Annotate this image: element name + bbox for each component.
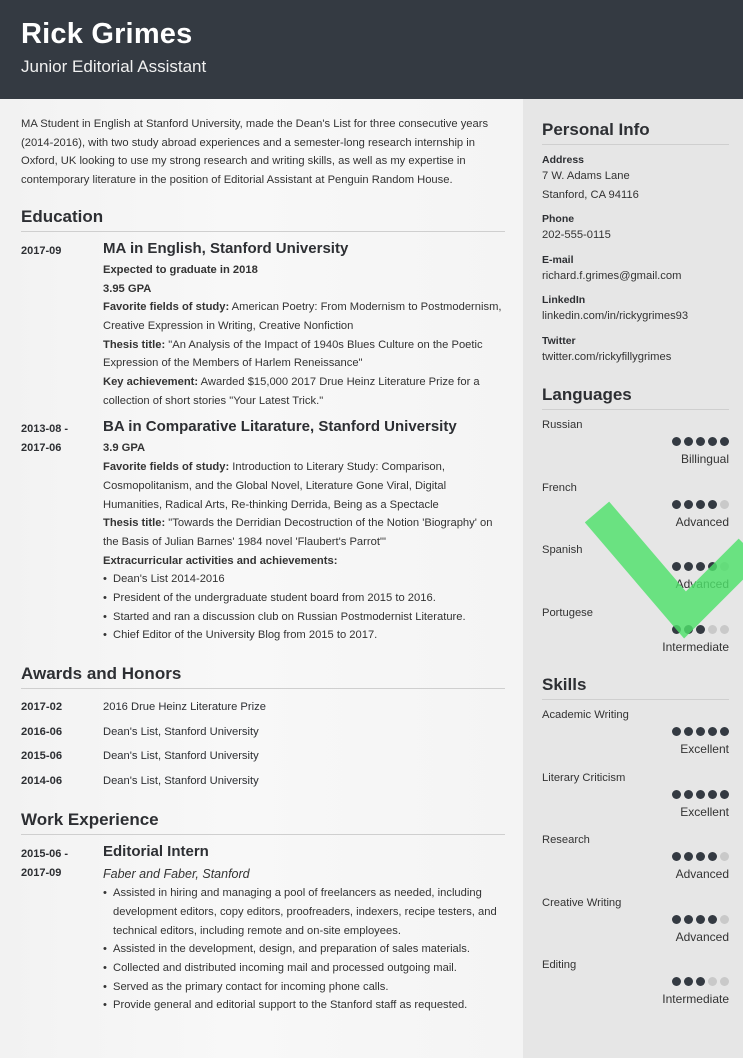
languages-heading: Languages	[542, 384, 729, 410]
skill-item	[542, 708, 729, 771]
rating-dot	[720, 727, 729, 736]
address-label: Address	[542, 154, 585, 166]
entry-date: 2015-06 - 2017-09	[21, 848, 69, 880]
language-rating-dots	[672, 562, 729, 571]
rating-dot	[708, 977, 717, 986]
rating-dot	[708, 625, 717, 634]
rating-dot	[684, 727, 693, 736]
email-label: E-mail	[542, 253, 574, 266]
language-level: Billingual	[680, 452, 729, 466]
linkedin-value: linkedin.com/in/rickygrimes93	[542, 310, 689, 322]
resume-header	[0, 0, 743, 99]
rating-dot	[684, 790, 693, 799]
rating-dot	[696, 915, 705, 924]
language-name: Portugese	[542, 606, 593, 619]
rating-dot	[696, 977, 705, 986]
skill-item	[542, 771, 729, 834]
main-column	[0, 99, 523, 1058]
twitter-label: Twitter	[542, 334, 576, 347]
rating-dot	[684, 562, 693, 571]
rating-dot	[708, 437, 717, 446]
rating-dot	[672, 727, 681, 736]
rating-dot	[672, 915, 681, 924]
rating-dot	[708, 790, 717, 799]
awards-section	[21, 663, 505, 793]
rating-dot	[672, 852, 681, 861]
skill-rating-dots	[672, 915, 729, 924]
rating-dot	[684, 977, 693, 986]
candidate-title: Junior Editorial Assistant	[21, 57, 207, 76]
language-name: Spanish	[542, 544, 583, 556]
entry-title: Editorial Intern	[103, 843, 209, 861]
rating-dot	[696, 562, 705, 571]
skill-item	[542, 958, 729, 1021]
summary: MA Student in English at Stanford University, made the Dean's List for three consecutive years (2014-2016), with two study abroad experiences and a semester-long research internship in Oxford, UK looking to use my strong research and writing skills, as well as my expertise in contemporary literature in the position of Editorial Assistant at Penguin Random House.	[21, 118, 489, 187]
email-value: richard.f.grimes@gmail.com	[542, 269, 682, 282]
work-section	[21, 809, 505, 1015]
rating-dot	[696, 437, 705, 446]
address-line-1: 7 W. Adams Lane	[542, 170, 630, 182]
rating-dot	[720, 790, 729, 799]
work-heading: Work Experience	[21, 809, 505, 835]
phone-label: Phone	[542, 213, 575, 225]
entry-fields: Favorite fields of study: American Poetry: From Modernism to Postmodernism, Creative Expression in Writing, Creative Nonfiction	[103, 301, 502, 332]
linkedin-label: LinkedIn	[542, 294, 586, 306]
skill-level: Intermediate	[662, 992, 729, 1006]
phone-value: 202-555-0115	[542, 229, 611, 241]
education-entry	[21, 238, 505, 411]
list-item: • Assisted in hiring and managing a pool of freelancers as needed, including development editors, copy editors, proofreaders, indexers, recipe testers, and technical editors, including remote and on-site employees.	[103, 884, 505, 940]
education-heading: Education	[21, 206, 505, 232]
skill-level: Advanced	[675, 929, 729, 944]
language-item	[542, 418, 729, 481]
entry-date: 2017-09	[21, 244, 62, 257]
rating-dot	[708, 915, 717, 924]
entry-gpa: 3.9 GPA	[103, 442, 146, 455]
entry-title: MA in English, Stanford University	[103, 239, 349, 257]
entry-achievement: Key achievement: Awarded $15,000 2017 Drue Heinz Literature Prize for a collection of short stories "Your Latest Trick."	[103, 376, 480, 407]
rating-dot	[672, 977, 681, 986]
list-item: • Provide general and editorial support to the Stanford staff as requested.	[103, 996, 505, 1015]
entry-bullets	[103, 884, 505, 1015]
entry-extra-label: Extracurricular activities and achievements:	[103, 554, 338, 567]
rating-dot	[696, 625, 705, 634]
skill-name: Editing	[542, 959, 577, 971]
award-row: 2017-02 2016 Drue Heinz Literature Prize	[21, 701, 266, 714]
rating-dot	[720, 977, 729, 986]
rating-dot	[696, 727, 705, 736]
rating-dot	[708, 727, 717, 736]
address-line-2: Stanford, CA 94116	[542, 188, 639, 201]
language-rating-dots	[672, 625, 729, 634]
skill-rating-dots	[672, 727, 729, 736]
list-item: • Started and ran a discussion club on Russian Postmodernist Literature.	[103, 608, 505, 627]
language-rating-dots	[672, 437, 729, 446]
list-item: • Assisted in the development, design, and preparation of sales materials.	[103, 940, 505, 959]
award-row: 2014-06 Dean's List, Stanford University	[21, 774, 259, 787]
twitter-value: twitter.com/rickyfillygrimes	[542, 350, 672, 363]
language-name: French	[542, 481, 577, 494]
education-section	[21, 206, 505, 645]
language-level: Intermediate	[662, 639, 729, 654]
skill-rating-dots	[672, 852, 729, 861]
language-rating-dots	[672, 500, 729, 509]
entry-fields: Favorite fields of study: Introduction to Literary Study: Comparison, Cosmopolitanism, and the Global Novel, Literature Gone Viral, Digital Humanities, Radical Arts, Re-thinking Derrida, Being as a Spectacle	[103, 461, 447, 511]
skill-rating-dots	[672, 790, 729, 799]
entry-gpa: 3.95 GPA	[103, 282, 152, 295]
rating-dot	[672, 790, 681, 799]
skills-list	[542, 708, 729, 1021]
rating-dot	[708, 562, 717, 571]
entry-line: Expected to graduate in 2018	[103, 263, 258, 276]
list-item: • Dean's List 2014-2016	[103, 570, 505, 589]
personal-info-heading: Personal Info	[542, 119, 729, 145]
rating-dot	[672, 500, 681, 509]
rating-dot	[720, 625, 729, 634]
language-level: Advanced	[675, 514, 729, 529]
rating-dot	[672, 437, 681, 446]
entry-title: BA in Comparative Litarature, Stanford University	[103, 418, 457, 436]
rating-dot	[672, 562, 681, 571]
rating-dot	[708, 852, 717, 861]
sidebar	[523, 99, 743, 1058]
rating-dot	[696, 790, 705, 799]
skill-level: Excellent	[680, 742, 729, 756]
language-item	[542, 606, 729, 669]
entry-thesis: Thesis title: "Towards the Derridian Decostruction of the Notion 'Biography' on the Basis of Julian Barnes' 1984 novel 'Flaubert's Parrot'"	[103, 517, 493, 548]
language-item	[542, 481, 729, 544]
rating-dot	[708, 500, 717, 509]
rating-dot	[684, 915, 693, 924]
candidate-name: Rick Grimes	[21, 18, 193, 50]
rating-dot	[720, 562, 729, 571]
rating-dot	[684, 625, 693, 634]
rating-dot	[720, 437, 729, 446]
rating-dot	[684, 500, 693, 509]
entry-thesis: Thesis title: "An Analysis of the Impact of 1940s Blues Culture on the Poetic Expression of the Members of Harlem Reneissance"	[103, 338, 483, 370]
award-row: 2015-06 Dean's List, Stanford University	[21, 750, 259, 763]
language-item	[542, 543, 729, 606]
entry-date: 2013-08 - 2017-06	[21, 423, 69, 455]
rating-dot	[672, 625, 681, 634]
rating-dot	[684, 852, 693, 861]
skill-level: Excellent	[680, 804, 729, 819]
skill-name: Literary Criticism	[542, 771, 626, 784]
skill-name: Academic Writing	[542, 709, 629, 721]
rating-dot	[720, 852, 729, 861]
skill-item	[542, 833, 729, 896]
award-row: 2016-06 Dean's List, Stanford University	[21, 725, 259, 738]
list-item: • Chief Editor of the University Blog from 2015 to 2017.	[103, 626, 505, 645]
entry-company: Faber and Faber, Stanford	[103, 867, 250, 882]
rating-dot	[720, 915, 729, 924]
language-name: Russian	[542, 419, 583, 431]
rating-dot	[696, 852, 705, 861]
skill-rating-dots	[672, 977, 729, 986]
list-item: • President of the undergraduate student board from 2015 to 2016.	[103, 589, 505, 608]
rating-dot	[696, 500, 705, 509]
language-level: Advanced	[675, 577, 729, 591]
work-entry	[21, 841, 505, 1015]
skills-heading: Skills	[542, 674, 729, 700]
rating-dot	[720, 500, 729, 509]
list-item: • Served as the primary contact for incoming phone calls.	[103, 978, 505, 997]
list-item: • Collected and distributed incoming mail and processed outgoing mail.	[103, 959, 505, 978]
entry-bullets	[103, 570, 505, 645]
rating-dot	[684, 437, 693, 446]
skill-item	[542, 896, 729, 959]
skill-name: Research	[542, 834, 590, 846]
education-entry	[21, 416, 505, 645]
skill-name: Creative Writing	[542, 896, 622, 909]
skill-level: Advanced	[675, 867, 729, 881]
awards-heading: Awards and Honors	[21, 663, 505, 689]
languages-list	[542, 418, 729, 668]
